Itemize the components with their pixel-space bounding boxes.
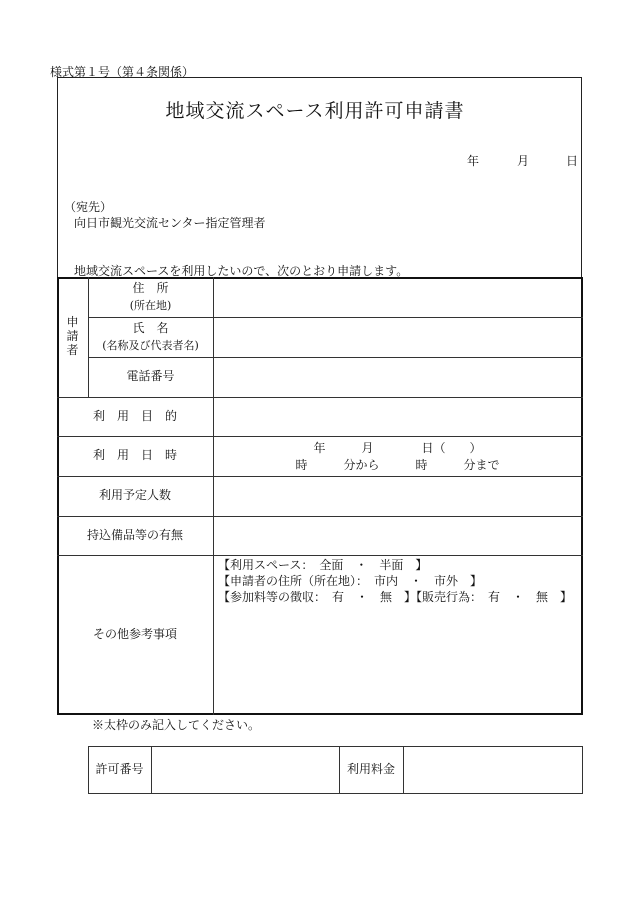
purpose-field[interactable] bbox=[214, 398, 581, 435]
people-label: 利用予定人数 bbox=[98, 488, 171, 503]
address-field[interactable] bbox=[214, 278, 581, 316]
fee-label: 利用料金 bbox=[346, 762, 395, 777]
fee-field[interactable] bbox=[404, 747, 582, 793]
applicant-group-label: 申 請 者 bbox=[66, 315, 79, 357]
name-sub-label: (名称及び代表者名) bbox=[102, 338, 199, 352]
space-option-line: 【利用スペース： 全面 ・ 半面 】 bbox=[218, 558, 428, 572]
intro-text: 地域交流スペースを利用したいので、次のとおり申請します。 bbox=[74, 264, 409, 278]
page-title: 地域交流スペース利用許可申請書 bbox=[165, 100, 465, 122]
people-field[interactable] bbox=[214, 477, 581, 515]
name-label: 氏 名 bbox=[132, 321, 169, 336]
date-day: 日 bbox=[566, 154, 579, 168]
address-label: 住 所 bbox=[132, 281, 169, 296]
datetime-time-line: 時 分から 時 分まで bbox=[295, 457, 500, 472]
date-year: 年 bbox=[467, 154, 480, 168]
datetime-label: 利 用 日 時 bbox=[92, 448, 177, 463]
address-label-cell bbox=[88, 277, 213, 317]
phone-field[interactable] bbox=[214, 358, 581, 396]
note-text: ※太枠のみ記入してください。 bbox=[92, 718, 261, 732]
other-label: その他参考事項 bbox=[92, 627, 177, 642]
name-field[interactable] bbox=[214, 318, 581, 356]
residence-option-line: 【申請者の住所（所在地）： 市内 ・ 市外 】 bbox=[218, 574, 483, 588]
permit-number-label: 許可番号 bbox=[95, 762, 144, 777]
addressee-label: （宛先） bbox=[64, 200, 113, 214]
datetime-field[interactable] bbox=[214, 437, 581, 476]
phone-label: 電話番号 bbox=[126, 369, 175, 384]
datetime-date-line: 年 月 日（ ） bbox=[313, 441, 482, 456]
permit-number-field[interactable] bbox=[152, 747, 338, 793]
addressee-name: 向日市観光交流センター指定管理者 bbox=[74, 216, 266, 230]
fee-sales-option-line: 【参加料等の徴収： 有 ・ 無 】【販売行為： 有 ・ 無 】 bbox=[218, 590, 573, 604]
equipment-field[interactable] bbox=[214, 517, 581, 554]
name-label-cell bbox=[88, 317, 213, 357]
address-sub-label: (所在地) bbox=[129, 298, 172, 312]
other-field[interactable] bbox=[218, 557, 580, 605]
date-month: 月 bbox=[517, 154, 530, 168]
purpose-label: 利 用 目 的 bbox=[92, 408, 177, 423]
form-id: 様式第１号（第４条関係） bbox=[50, 65, 195, 79]
equipment-label: 持込備品等の有無 bbox=[86, 527, 183, 542]
